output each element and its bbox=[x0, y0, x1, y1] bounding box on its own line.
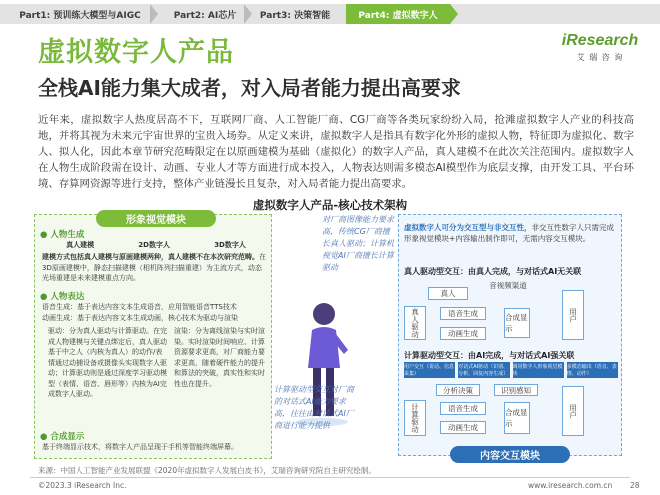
step-4: 多模态输出（语音、表情、动作） bbox=[566, 364, 617, 377]
gen-description bbox=[42, 252, 266, 284]
page-subtitle: 全栈AI能力集大成者，对入局者能力提出高要求 bbox=[38, 76, 461, 100]
figure-head bbox=[313, 303, 335, 325]
intro-paragraph: 近年来，虚拟数字人热度居高不下，互联网厂商、人工智能厂商、CG厂商等各类玩家纷纷入局，抢滩虚拟数字人产业的科技高地，并将其视为未来元宇宙世界的宝贵入场券。从定义来讲，虚拟数字人是指具有数字化外形的虚拟人物，特征即为虚拟化、数字人、拟人化，因此本章节研究范畴限定在以原画建模为基础（虚拟化）的数字人产品，真人建模不在此次关注范围内。虚拟数字人在人物生成阶段需在设计、动画、专业人才等方面进行成本投入，人物表达则需多模态AI模型作为底层支撑，由开发工具、平台环境、存算网资源等进行支持，整体产业链漫长且复杂，对入局者能力提出高要求。 bbox=[38, 114, 634, 190]
tab-separator bbox=[150, 4, 158, 24]
perceive-box: 识别感知 bbox=[494, 384, 538, 396]
anim-gen-box-2: 动画生成 bbox=[440, 421, 486, 434]
steps-row bbox=[404, 362, 618, 378]
note-bottom: 计算驱动型交互对厂商的对话式AI能力要求高，往往由对话式AI厂商进行能力提供 bbox=[274, 385, 354, 430]
page-title: 虚拟数字人产品 bbox=[38, 37, 234, 68]
step-2: 对话式AI驱动（识别、分析、回复内容生成） bbox=[458, 364, 509, 377]
copyright: ©2023.3 iResearch Inc. bbox=[38, 481, 127, 490]
drive-column: 驱动：分为真人驱动与计算驱动。在完成人物建模与关键点绑定后，真人驱动基于中之人（内核为真人）的动作/表情通过动捕设备或摄像头实现数字人驱动；计算驱动则是通过深度学习驱动模型（表情、语音、唇形等）内核为AI完成数字人驱动。 bbox=[48, 327, 167, 398]
user-box-1: 用户 bbox=[562, 290, 584, 340]
gen-section-title: ● 人物生成 bbox=[40, 230, 85, 240]
interaction-module-footer: 内容交互模块 bbox=[450, 446, 570, 463]
drive-section-title: ● 人物表达 bbox=[40, 292, 85, 302]
step-1: 用户交互（说话、信息采集） bbox=[404, 364, 455, 377]
figure-body bbox=[308, 327, 340, 368]
voice-gen-box-2: 语音生成 bbox=[440, 402, 486, 415]
channel-top-box: 音视频渠道 bbox=[489, 281, 527, 290]
tab-part1[interactable]: Part1: 预训练大模型与AIGC bbox=[19, 10, 141, 21]
visual-module-header: 形象视觉模块 bbox=[96, 210, 216, 227]
drive-section-label: 人物表达 bbox=[50, 292, 85, 302]
calc-drive-title bbox=[404, 350, 618, 361]
note-top: 对厂商图像能力要求高，传统CG厂商擅长真人驱动；计算机视觉AI厂商擅长计算驱动 bbox=[322, 215, 394, 272]
right-intro-bold: 虚拟数字人可分为交互型与非交互性， bbox=[404, 223, 532, 232]
synth-description: 基于终端显示技术，将数字人产品呈现于手机等智能终端屏幕。 bbox=[42, 443, 238, 451]
synth-section-title: ● 合成显示 bbox=[40, 432, 85, 442]
gen-desc-bold: 建模方式包括真人建模与原画建模两种，真人建模不在本次研究范畴。 bbox=[42, 253, 259, 261]
right-intro bbox=[404, 222, 618, 244]
figure-title: 虚拟数字人产品-核心技术架构 bbox=[252, 198, 408, 212]
step-3: 调用数字人形象视觉模块 bbox=[512, 364, 563, 377]
voice-gen-desc: 语音生成：基于表达内容文本生成语音，应用智能语音TTS技术 bbox=[42, 303, 237, 311]
voice-gen-box-1: 语音生成 bbox=[440, 307, 486, 320]
logo-tagline: 艾 瑞 咨 询 bbox=[576, 53, 624, 62]
gen-type-2d: 2D数字人 bbox=[138, 241, 170, 249]
anim-gen-box-1: 动画生成 bbox=[440, 327, 486, 340]
gen-section-label: 人物生成 bbox=[50, 230, 85, 240]
tab-part3[interactable]: Part3: 决策智能 bbox=[259, 10, 331, 21]
gen-desc-text: 在3D原画建模中，静态扫描建模（相机阵列扫描重建）为主流方式，动态光场重建是未来建模重点方向。 bbox=[42, 253, 266, 282]
gen-type-3d: 3D数字人 bbox=[214, 241, 246, 249]
footer-url[interactable]: www.iresearch.com.cn bbox=[528, 481, 613, 490]
source-note: 来源：中国人工智能产业发展联盟《2020年虚拟数字人发展白皮书》，艾瑞咨询研究院自主研究绘制。 bbox=[38, 466, 376, 475]
analysis-box: 分析决策 bbox=[436, 384, 480, 396]
real-driver-box: 真人驱动 bbox=[404, 306, 426, 340]
real-person-box: 真人 bbox=[428, 287, 468, 300]
synth-section-label: 合成显示 bbox=[50, 432, 85, 442]
gen-type-real: 真人建模 bbox=[66, 241, 95, 249]
calc-drive-label: 计算驱动型交互：由AI完成，与对话式AI强关联 bbox=[404, 351, 575, 360]
page-number: 28 bbox=[630, 481, 640, 490]
tab-part4[interactable]: Part4: 虚拟数字人 bbox=[346, 4, 450, 24]
logo-text: iResearch bbox=[561, 32, 639, 49]
tab-part2[interactable]: Part2: AI芯片 bbox=[173, 10, 237, 21]
right-intro-text: 非交互性数字人只需完成形象视觉模块+内容输出制作即可，无需内容交互模块。 bbox=[404, 223, 614, 243]
render-column: 渲染：分为离线渲染与实时渲染。实时渲染时间响应、计算资源要求更高，对厂商能力要求更高，随着硬件能力的提升和算法的突破，真实性和实时性也在提升。 bbox=[174, 327, 265, 388]
compose-box-1: 合成显示 bbox=[504, 308, 530, 338]
user-box-2: 用户 bbox=[562, 386, 584, 436]
tab-active-arrow bbox=[450, 4, 458, 24]
gen-types-row bbox=[44, 240, 268, 251]
real-drive-title bbox=[404, 266, 618, 277]
iresearch-logo bbox=[560, 32, 640, 72]
footer-divider bbox=[30, 477, 630, 478]
anim-gen-desc: 动画生成：基于表达内容文本生成动画，核心技术为驱动与渲染 bbox=[42, 314, 238, 322]
calc-driver-box: 计算驱动 bbox=[404, 400, 426, 436]
real-drive-label: 真人驱动型交互：由真人完成，与对话式AI无关联 bbox=[404, 267, 582, 276]
compose-box-2: 合成显示 bbox=[504, 402, 530, 434]
